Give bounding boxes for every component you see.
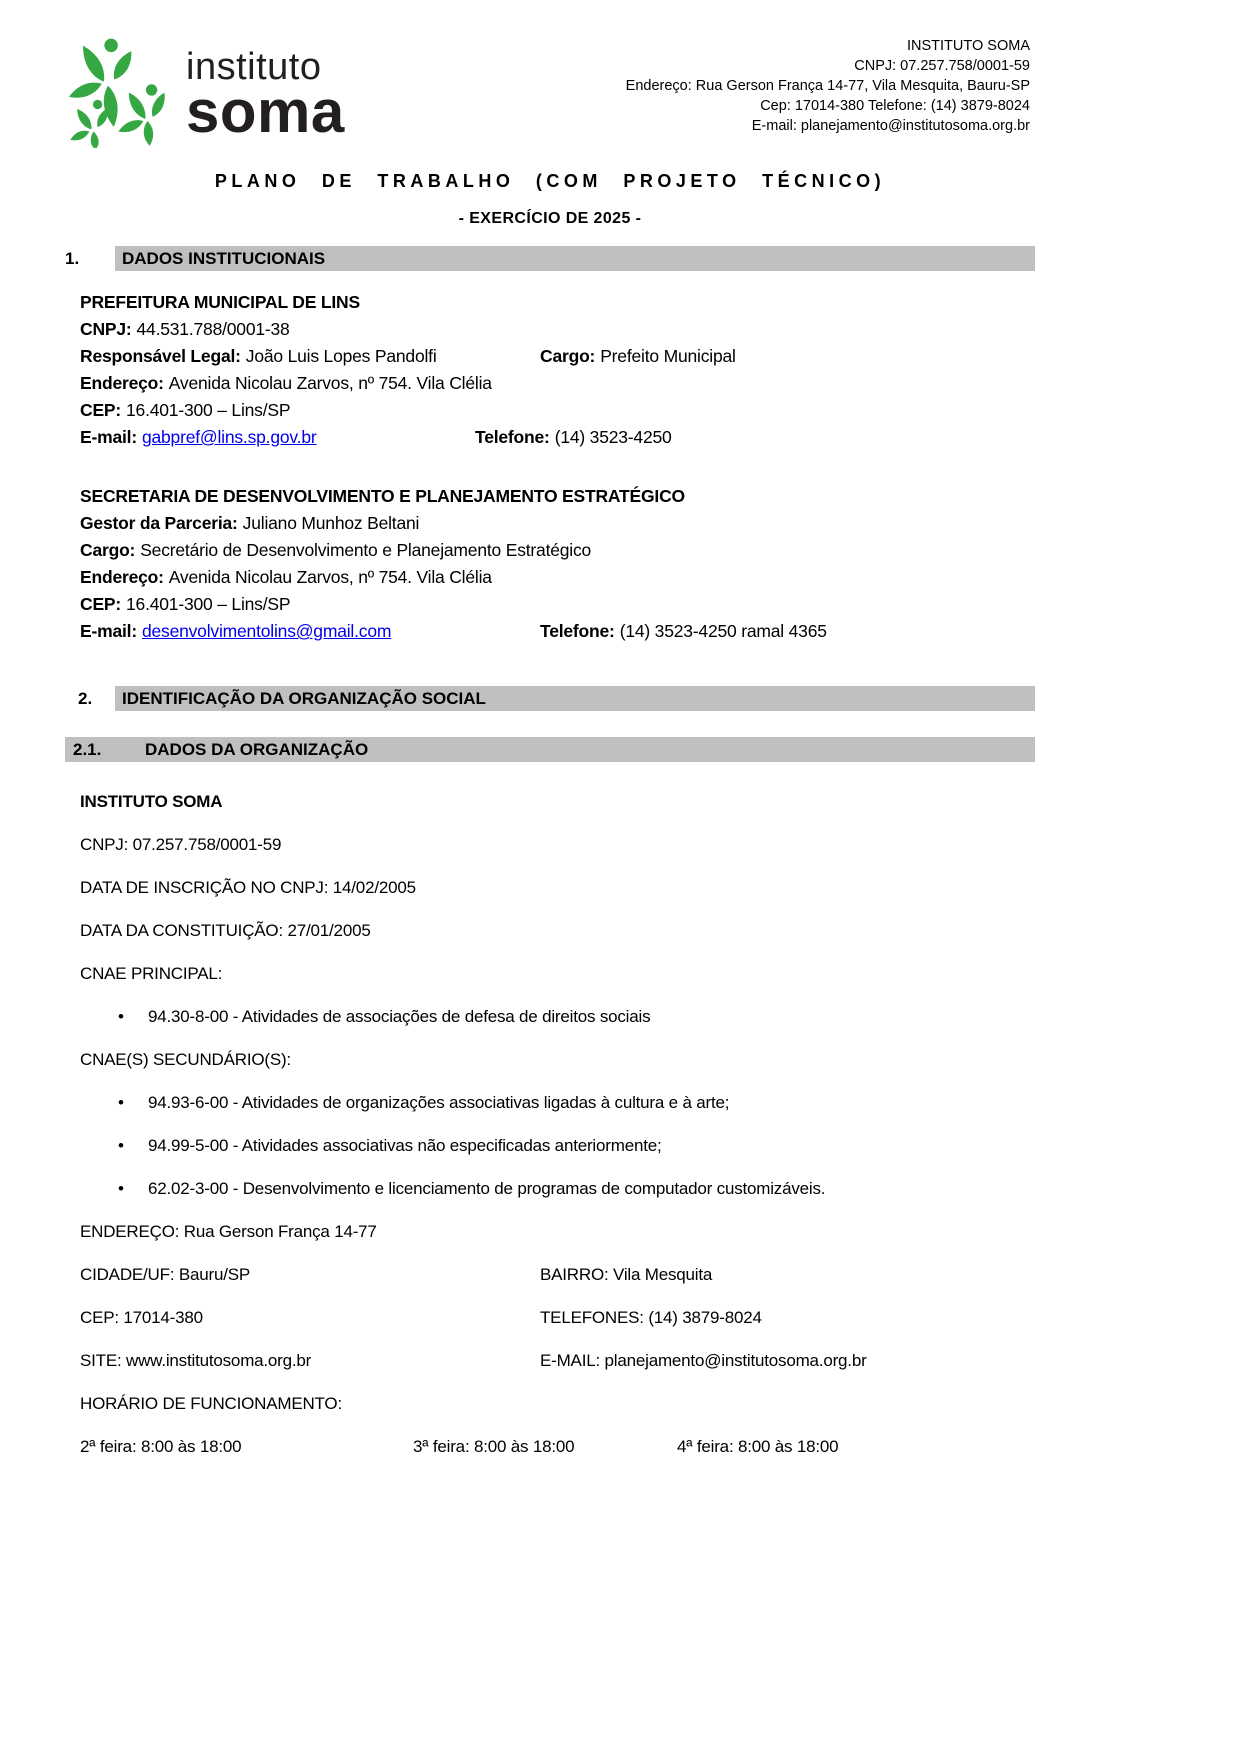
cnae-principal-item: 94.30-8-00 - Atividades de associações de defesa de direitos sociais xyxy=(148,1007,651,1026)
field-label: Cargo: xyxy=(80,540,136,560)
prefeitura-cargo-col xyxy=(540,343,736,370)
section-2-1-heading-bar xyxy=(65,737,1035,762)
field-label: Responsável Legal: xyxy=(80,346,241,366)
field-value: 16.401-300 – Lins/SP xyxy=(126,400,291,420)
bullet-icon: • xyxy=(118,1093,124,1112)
org-cidade: CIDADE/UF: Bauru/SP xyxy=(80,1265,251,1284)
leaf-figures-icon xyxy=(68,36,176,148)
secretaria-gestor-line xyxy=(80,510,1035,537)
bullet-icon: • xyxy=(118,1007,124,1026)
bullet-icon: • xyxy=(118,1136,124,1155)
org-site-email-line xyxy=(80,1350,1035,1372)
org-cidade-bairro-line xyxy=(80,1264,1035,1286)
field-label: Endereço: xyxy=(80,567,164,587)
field-value: 16.401-300 – Lins/SP xyxy=(126,594,291,614)
secretaria-endereco-line xyxy=(80,564,1035,591)
prefeitura-block xyxy=(80,289,1035,451)
field-label: Gestor da Parceria: xyxy=(80,513,238,533)
list-item xyxy=(80,1006,1035,1028)
org-cep-telefones-line xyxy=(80,1307,1035,1329)
field-label: Cargo: xyxy=(540,346,596,366)
org-horario-label: HORÁRIO DE FUNCIONAMENTO: xyxy=(80,1394,342,1413)
prefeitura-email-line xyxy=(80,424,1035,451)
prefeitura-name xyxy=(80,289,1035,316)
section-2-number: 2. xyxy=(78,689,93,708)
instituto-soma-logo xyxy=(68,36,345,148)
field-value: (14) 3523-4250 xyxy=(554,427,672,447)
prefeitura-name-text: PREFEITURA MUNICIPAL DE LINS xyxy=(80,292,360,312)
org-cep: CEP: 17014-380 xyxy=(80,1308,203,1327)
list-item xyxy=(80,1092,1035,1114)
secretaria-name xyxy=(80,483,1035,510)
section-1-heading-bar: DADOS INSTITUCIONAIS xyxy=(115,246,1035,271)
section-2-heading-bar: IDENTIFICAÇÃO DA ORGANIZAÇÃO SOCIAL xyxy=(115,686,1035,711)
letterhead-email: E-mail: planejamento@institutosoma.org.br xyxy=(751,118,1030,134)
field-value: Secretário de Desenvolvimento e Planejamento Estratégico xyxy=(140,540,592,560)
org-bairro: BAIRRO: Vila Mesquita xyxy=(540,1265,713,1284)
list-item xyxy=(80,1178,1035,1200)
org-horarios-line xyxy=(80,1436,1035,1458)
field-value: 44.531.788/0001-38 xyxy=(136,319,290,339)
field-label: E-mail: xyxy=(80,621,137,641)
field-value: Avenida Nicolau Zarvos, nº 754. Vila Clélia xyxy=(168,567,492,587)
horario-ter: 3ª feira: 8:00 às 18:00 xyxy=(413,1437,575,1456)
document-title: PLANO DE TRABALHO (COM PROJETO TÉCNICO) xyxy=(214,171,886,191)
letterhead-info xyxy=(626,36,1030,136)
horario-qua: 4ª feira: 8:00 às 18:00 xyxy=(677,1437,839,1456)
cnae-secundario-item: 94.99-5-00 - Atividades associativas não especificadas anteriormente; xyxy=(148,1136,662,1155)
letterhead-cnpj: CNPJ: 07.257.758/0001-59 xyxy=(854,58,1030,74)
prefeitura-responsavel-line xyxy=(80,343,1035,370)
section-2-1-number: 2.1. xyxy=(73,740,102,759)
org-data-inscricao: DATA DE INSCRIÇÃO NO CNPJ: 14/02/2005 xyxy=(80,878,416,897)
secretaria-cargo-line xyxy=(80,537,1035,564)
field-label: Endereço: xyxy=(80,373,164,393)
field-label: CEP: xyxy=(80,594,122,614)
org-data-constituicao: DATA DA CONSTITUIÇÃO: 27/01/2005 xyxy=(80,921,371,940)
section-2-heading-row xyxy=(65,686,1035,711)
section-1-heading-row xyxy=(65,246,1035,271)
field-value: Prefeito Municipal xyxy=(600,346,736,366)
secretaria-name-text: SECRETARIA DE DESENVOLVIMENTO E PLANEJAMENTO ESTRATÉGICO xyxy=(80,486,685,506)
org-name: INSTITUTO SOMA xyxy=(80,792,223,811)
section-2-1-heading: DADOS DA ORGANIZAÇÃO xyxy=(145,740,369,759)
org-cnae-principal-label: CNAE PRINCIPAL: xyxy=(80,964,223,983)
prefeitura-cnpj-line xyxy=(80,316,1035,343)
logo-word-instituto: instituto xyxy=(186,46,322,88)
page-header xyxy=(0,0,1241,150)
field-value: Avenida Nicolau Zarvos, nº 754. Vila Clélia xyxy=(168,373,492,393)
field-label: E-mail: xyxy=(80,427,137,447)
document-subtitle: - EXERCÍCIO DE 2025 - xyxy=(458,210,642,227)
letterhead-address: Endereço: Rua Gerson França 14-77, Vila Mesquita, Bauru-SP xyxy=(625,78,1030,94)
org-site: SITE: www.institutosoma.org.br xyxy=(80,1351,312,1370)
org-telefones: TELEFONES: (14) 3879-8024 xyxy=(540,1308,762,1327)
field-label: CEP: xyxy=(80,400,122,420)
cnae-secundario-item: 62.02-3-00 - Desenvolvimento e licenciamento de programas de computador customizáveis. xyxy=(148,1179,826,1198)
prefeitura-endereco-line xyxy=(80,370,1035,397)
list-item xyxy=(80,1135,1035,1157)
logo-word-soma: soma xyxy=(186,78,345,145)
secretaria-email-line xyxy=(80,618,1035,645)
prefeitura-cep-line xyxy=(80,397,1035,424)
org-email: E-MAIL: planejamento@institutosoma.org.br xyxy=(540,1351,867,1370)
field-value: João Luis Lopes Pandolfi xyxy=(245,346,437,366)
field-label: CNPJ: xyxy=(80,319,132,339)
letterhead-cep-phone: Cep: 17014-380 Telefone: (14) 3879-8024 xyxy=(760,98,1030,114)
org-cnae-secundario-label: CNAE(S) SECUNDÁRIO(S): xyxy=(80,1050,291,1069)
field-label: Telefone: xyxy=(540,621,615,641)
prefeitura-telefone-col xyxy=(475,424,672,451)
organizacao-block xyxy=(80,791,1035,1458)
org-cnpj: CNPJ: 07.257.758/0001-59 xyxy=(80,835,282,854)
secretaria-email-link[interactable]: desenvolvimentolins@gmail.com xyxy=(141,621,392,641)
prefeitura-email-link[interactable]: gabpref@lins.sp.gov.br xyxy=(141,427,317,447)
bullet-icon: • xyxy=(118,1179,124,1198)
field-value: (14) 3523-4250 ramal 4365 xyxy=(619,621,827,641)
field-label: Telefone: xyxy=(475,427,550,447)
secretaria-block xyxy=(80,483,1035,645)
cnae-secundario-item: 94.93-6-00 - Atividades de organizações associativas ligadas à cultura e à arte; xyxy=(148,1093,730,1112)
secretaria-telefone-col xyxy=(540,618,827,645)
section-1-number: 1. xyxy=(65,249,80,268)
secretaria-cep-line xyxy=(80,591,1035,618)
org-endereco: ENDEREÇO: Rua Gerson França 14-77 xyxy=(80,1222,377,1241)
logo-wordmark xyxy=(186,46,345,145)
letterhead-org-name: INSTITUTO SOMA xyxy=(907,38,1030,54)
field-value: Juliano Munhoz Beltani xyxy=(242,513,420,533)
horario-seg: 2ª feira: 8:00 às 18:00 xyxy=(80,1437,242,1456)
